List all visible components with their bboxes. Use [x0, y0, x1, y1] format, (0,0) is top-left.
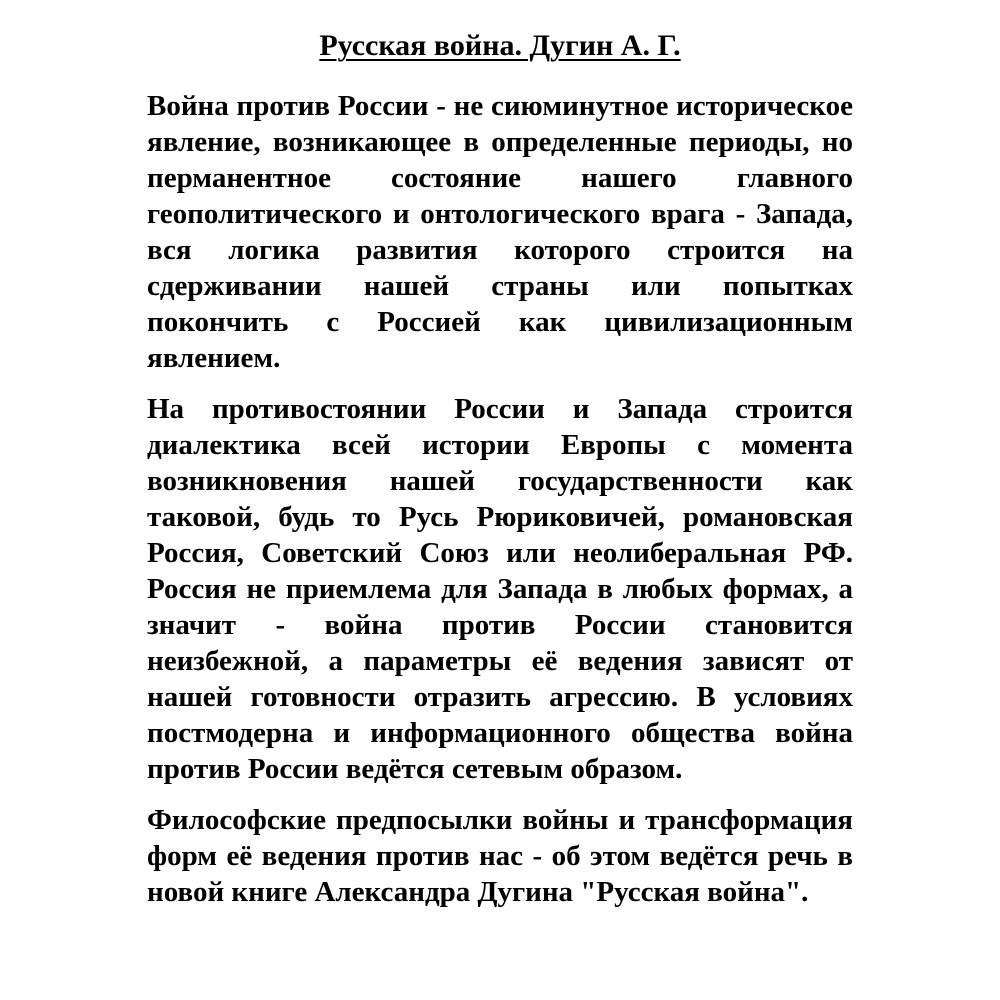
document-body — [147, 88, 853, 925]
document-title-text: Русская война. Дугин А. Г. — [319, 29, 681, 62]
document-title — [0, 26, 1000, 66]
paragraph-2: На противостоянии России и Запада строится диалектика всей истории Европы с момента возникновения нашей государственности как таковой, будь то Русь Рюриковичей, романовская Россия, Советский Союз или неолиберальная РФ. Россия не приемлема для Запада в любых формах, а значит - война против России становится неизбежной, а параметры её ведения зависят от нашей готовности отразить агрессию. В условиях постмодерна и информационного общества война против России ведётся сетевым образом. — [147, 393, 853, 785]
paragraph-3: Философские предпосылки войны и трансформация форм её ведения против нас - об этом ведётся речь в новой книге Александра Дугина "Русская война". — [147, 804, 853, 908]
paragraph-1: Война против России - не сиюминутное историческое явление, возникающее в определенные периоды, но перманентное состояние нашего главного геополитического и онтологического врага - Запада, вся логика развития которого строится на сдерживании нашей страны или попытках покончить с Россией как цивилизационным явлением. — [147, 90, 853, 374]
